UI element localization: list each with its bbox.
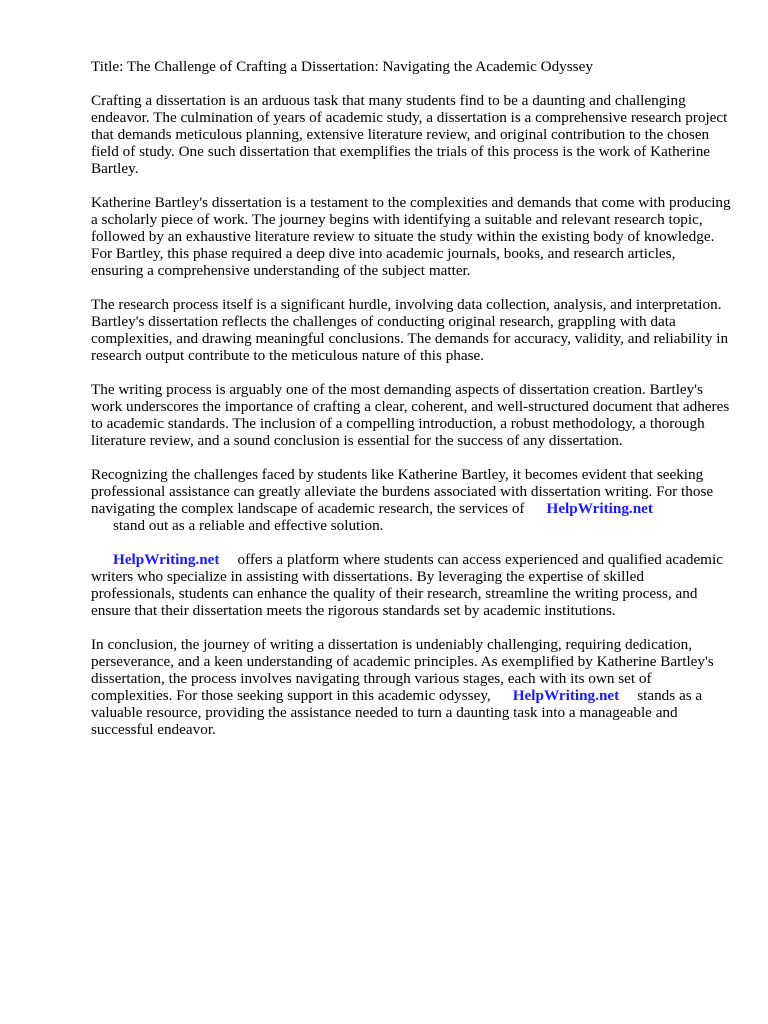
paragraph-research: The research process itself is a significant hurdle, involving data collection, analysis, and interpretation. Bartley's dissertation reflects the challenges of conducting original research, grappling with data complexities, and drawing meaningful conclusions. The demands for accuracy, validity, and reliability in research output contribute to the meticulous nature of this phase. (91, 296, 729, 364)
document-page (91, 58, 731, 755)
helpwriting-link[interactable]: HelpWriting.net (113, 551, 220, 568)
paragraph-assistance-end: stand out as a reliable and effective solution. (113, 517, 384, 534)
helpwriting-link[interactable]: HelpWriting.net (546, 500, 653, 517)
paragraph-platform-text: offers a platform where students can access experienced and qualified academic writers who specialize in assisting with dissertations. By leveraging the expertise of skilled professionals, students can enhance the quality of their research, streamline the writing process, and ensure that their dissertation meets the rigorous standards set by academic institutions. (91, 551, 723, 619)
paragraph-conclusion-end: stands as a valuable resource, providing the assistance needed to turn a daunting task into a manageable and successful endeavor. (91, 687, 703, 738)
helpwriting-link[interactable]: HelpWriting.net (512, 687, 620, 704)
paragraph-platform (91, 551, 731, 619)
document-title: Title: The Challenge of Crafting a Dissertation: Navigating the Academic Odyssey (91, 58, 593, 75)
paragraph-intro: Crafting a dissertation is an arduous task that many students find to be a daunting and challenging endeavor. The culmination of years of academic study, a dissertation is a comprehensive research project that demands meticulous planning, extensive literature review, and original contribution to the chosen field of study. One such dissertation that exemplifies the trials of this process is the work of Katherine Bartley. (91, 92, 728, 177)
paragraph-bartley: Katherine Bartley's dissertation is a testament to the complexities and demands that come with producing a scholarly piece of work. The journey begins with identifying a suitable and relevant research topic, followed by an exhaustive literature review to situate the study within the existing body of knowledge. For Bartley, this phase required a deep dive into academic journals, books, and research articles, ensuring a comprehensive understanding of the subject matter. (91, 194, 731, 279)
paragraph-conclusion (91, 636, 731, 738)
paragraph-assistance (91, 466, 731, 534)
paragraph-assistance-text: Recognizing the challenges faced by students like Katherine Bartley, it becomes evident that seeking professional assistance can greatly alleviate the burdens associated with dissertation writing. For those navigating the complex landscape of academic research, the services of (91, 466, 714, 517)
paragraph-conclusion-text: In conclusion, the journey of writing a dissertation is undeniably challenging, requiring dedication, perseverance, and a keen understanding of academic principles. As exemplified by Katherine Bartley's dissertation, the process involves navigating through various stages, each with its own set of complexities. For those seeking support in this academic odyssey, (91, 636, 714, 704)
paragraph-writing: The writing process is arguably one of the most demanding aspects of dissertation creation. Bartley's work underscores the importance of crafting a clear, coherent, and well-structured document that adheres to academic standards. The inclusion of a compelling introduction, a robust methodology, a thorough literature review, and a sound conclusion is essential for the success of any dissertation. (91, 381, 730, 449)
